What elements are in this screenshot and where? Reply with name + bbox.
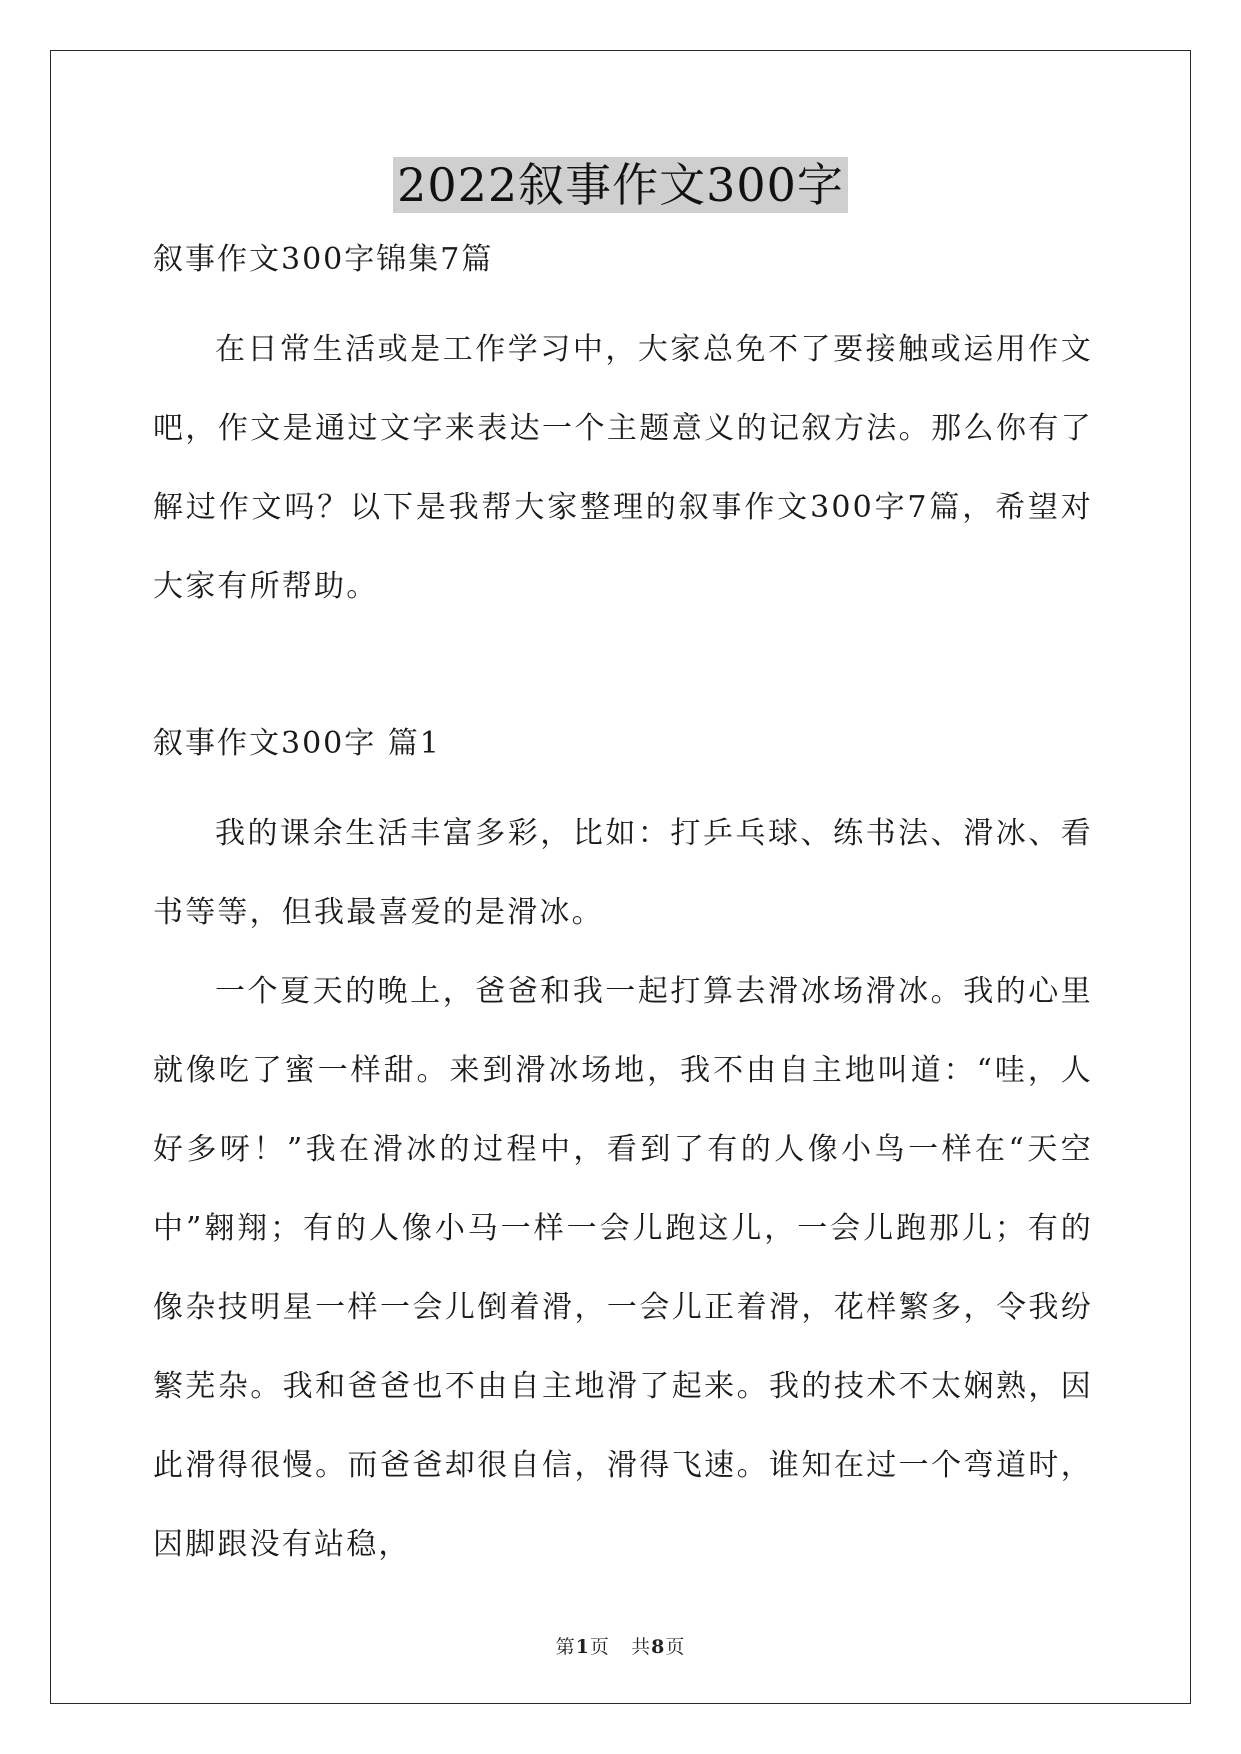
body-paragraph-1: 我的课余生活丰富多彩，比如：打乒乓球、练书法、滑冰、看书等等，但我最喜爱的是滑冰。 [153,816,1093,930]
page-footer [0,1632,1241,1659]
document-subtitle: 叙事作文300字锦集7篇 [153,242,494,277]
spacer [153,280,1093,310]
spacer [153,626,1093,724]
section-heading: 叙事作文300字 篇1 [153,726,441,761]
body-paragraph-2: 一个夏天的晚上，爸爸和我一起打算去滑冰场滑冰。我的心里就像吃了蜜一样甜。来到滑冰场地，我不由自主地叫道：“哇，人好多呀！”我在滑冰的过程中，看到了有的人像小鸟一样在“天空中”翱翔；有的人像小马一样一会儿跑这儿，一会儿跑那儿；有的像杂技明星一样一会儿倒着滑，一会儿正着滑，花样繁多，令我纷繁芜杂。我和爸爸也不由自主地滑了起来。我的技术不太娴熟，因此滑得很慢。而爸爸却很自信，滑得飞速。谁知在过一个弯道时，因脚跟没有站稳， [153,974,1093,1562]
document-body [153,240,1093,1584]
footer-prefix: 第 [555,1636,576,1658]
intro-paragraph: 在日常生活或是工作学习中，大家总免不了要接触或运用作文吧，作文是通过文字来表达一个主题意义的记叙方法。那么你有了解过作文吗？以下是我帮大家整理的叙事作文300字7篇，希望对大家有所帮助。 [153,332,1093,604]
footer-page-suffix: 页 [589,1636,610,1658]
footer-total-suffix: 页 [665,1636,686,1658]
spacer [153,764,1093,794]
footer-page-number: 1 [575,1636,590,1658]
footer-total-prefix: 共 [631,1636,652,1658]
title-container [0,157,1241,213]
footer-total-pages: 8 [651,1636,666,1658]
document-title: 2022叙事作文300字 [393,157,848,213]
